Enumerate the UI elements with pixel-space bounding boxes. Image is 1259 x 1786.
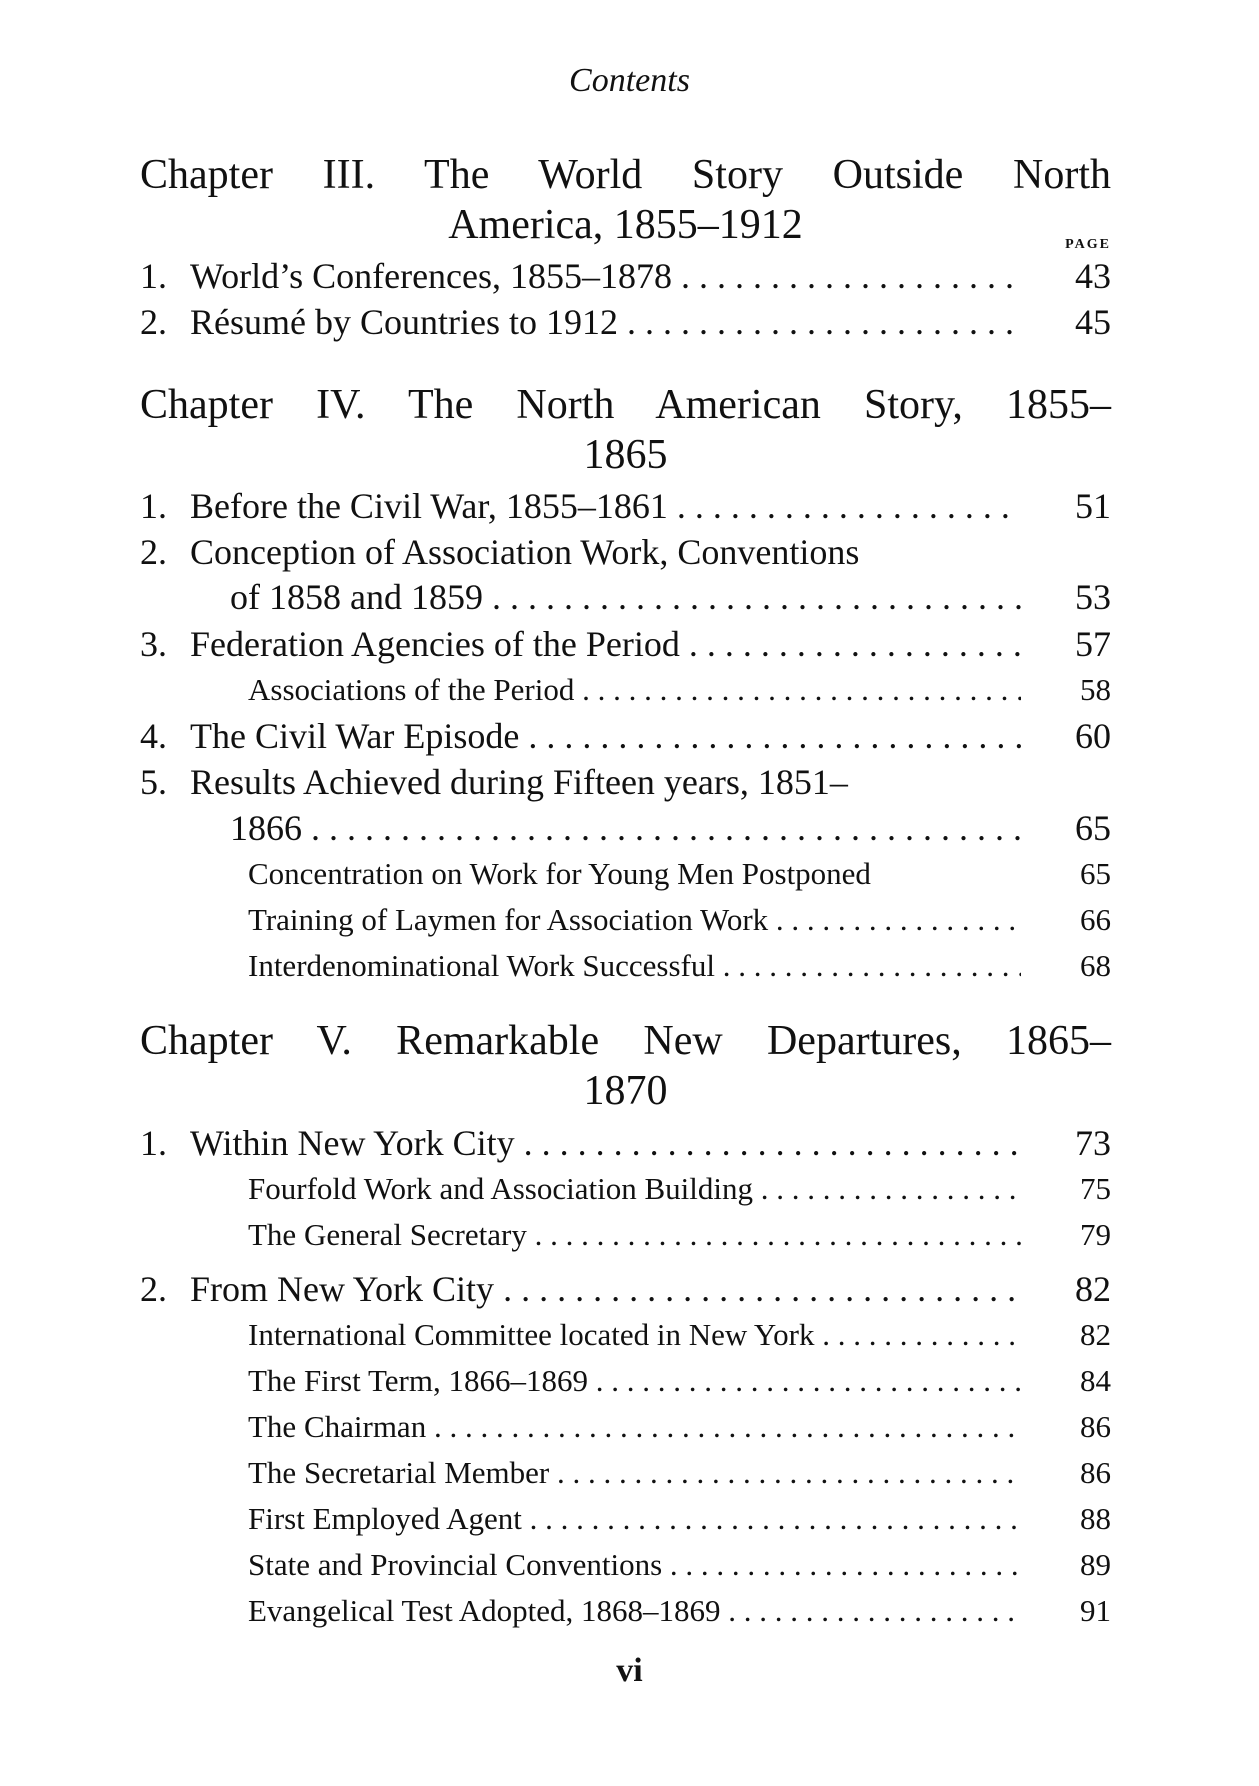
toc-subentry[interactable] — [140, 1167, 1111, 1211]
toc-entry[interactable] — [140, 254, 1111, 298]
entry-number: 1. — [140, 486, 167, 526]
chapter-heading-line1: Chapter IV. The North American Story, 1855– — [140, 382, 1111, 428]
entry-title: Within New York City . . . — [190, 1121, 1021, 1165]
subentry-title: Evangelical Test Adopted, 1868–1869 . . . — [248, 1589, 1021, 1633]
subentry-title: The General Secretary . . . — [248, 1213, 1021, 1257]
chapter-heading — [140, 380, 1111, 480]
entry-page: 60 — [1075, 716, 1111, 756]
entry-page: 84 — [1080, 1363, 1111, 1398]
entry-page: 65 — [1075, 808, 1111, 848]
toc-entry[interactable] — [140, 484, 1111, 528]
entry-page: 88 — [1080, 1501, 1111, 1536]
toc-subentry[interactable] — [140, 852, 1111, 896]
entry-title: From New York City . . . — [190, 1267, 1021, 1311]
entry-page: 82 — [1075, 1269, 1111, 1309]
subentry-title: The Chairman . . . — [248, 1405, 1021, 1449]
toc-entry[interactable] — [140, 300, 1111, 344]
entry-title: Résumé by Countries to 1912 . . . — [190, 300, 1021, 344]
entry-page: 58 — [1080, 672, 1111, 707]
running-head: Contents — [569, 62, 690, 99]
toc-subentry[interactable] — [140, 1589, 1111, 1633]
entry-number: 1. — [140, 1123, 167, 1163]
entry-number: 5. — [140, 762, 167, 802]
subentry-title: Interdenominational Work Successful . . . — [248, 944, 1021, 988]
entry-number: 2. — [140, 532, 167, 572]
toc-entry[interactable] — [140, 1267, 1111, 1311]
entry-number: 1. — [140, 256, 167, 296]
chapter-heading-line2: 1865 — [583, 432, 668, 478]
entry-number: 2. — [140, 1269, 167, 1309]
toc-subentry[interactable] — [140, 1543, 1111, 1587]
toc-entry[interactable] — [140, 530, 1111, 574]
subentry-title: Fourfold Work and Association Building . . . — [248, 1167, 1021, 1211]
entry-title: Results Achieved during Fifteen years, 1851– — [190, 762, 848, 802]
entry-number: 3. — [140, 624, 167, 664]
entry-title: Federation Agencies of the Period . . . — [190, 622, 1021, 666]
chapter-heading-line2: America, 1855–1912 — [448, 202, 803, 248]
entry-page: 51 — [1075, 486, 1111, 526]
toc-subentry[interactable] — [140, 1405, 1111, 1449]
entry-title: The Civil War Episode . . . — [190, 714, 1021, 758]
subentry-title: Associations of the Period . . . — [248, 668, 1021, 712]
toc-subentry[interactable] — [140, 944, 1111, 988]
entry-page: 89 — [1080, 1547, 1111, 1582]
chapter-heading-line2: 1870 — [583, 1068, 668, 1114]
entry-page: 79 — [1080, 1217, 1111, 1252]
chapter-heading-line1: Chapter V. Remarkable New Departures, 1865– — [140, 1018, 1111, 1064]
entry-page: 66 — [1080, 902, 1111, 937]
entry-page: 53 — [1075, 577, 1111, 617]
entry-title: Before the Civil War, 1855–1861 . . . — [190, 484, 1021, 528]
page-number: vi — [616, 1652, 643, 1689]
entry-page: 75 — [1080, 1171, 1111, 1206]
chapter-heading-line1: Chapter III. The World Story Outside North — [140, 152, 1111, 198]
entry-page: 82 — [1080, 1317, 1111, 1352]
subentry-title: Concentration on Work for Young Men Postponed — [248, 856, 871, 891]
subentry-title: First Employed Agent . . . — [248, 1497, 1021, 1541]
toc-entry-continuation[interactable] — [230, 806, 1111, 850]
page-column-label: PAGE — [1065, 237, 1111, 252]
entry-page: 57 — [1075, 624, 1111, 664]
toc-subentry[interactable] — [140, 1313, 1111, 1357]
toc-entry-continuation[interactable] — [230, 575, 1111, 619]
toc-subentry[interactable] — [140, 1497, 1111, 1541]
entry-page: 65 — [1080, 856, 1111, 891]
entry-page: 91 — [1080, 1593, 1111, 1628]
toc-entry[interactable] — [140, 1121, 1111, 1165]
subentry-title: Training of Laymen for Association Work . . . — [248, 898, 1021, 942]
subentry-title: State and Provincial Conventions . . . — [248, 1543, 1021, 1587]
toc-subentry[interactable] — [140, 1359, 1111, 1403]
entry-title: World’s Conferences, 1855–1878 . . . — [190, 254, 1021, 298]
toc-subentry[interactable] — [140, 1213, 1111, 1257]
entry-page: 68 — [1080, 948, 1111, 983]
toc-subentry[interactable] — [140, 1451, 1111, 1495]
toc-subentry[interactable] — [140, 898, 1111, 942]
entry-title: Conception of Association Work, Conventions — [190, 532, 860, 572]
entry-page: 86 — [1080, 1409, 1111, 1444]
entry-title-continuation: 1866 . . . — [230, 806, 1021, 850]
toc-entry[interactable] — [140, 714, 1111, 758]
toc-entry[interactable] — [140, 760, 1111, 804]
entry-title-continuation: of 1858 and 1859 . . . — [230, 575, 1021, 619]
toc-entry[interactable] — [140, 622, 1111, 666]
subentry-title: The First Term, 1866–1869 . . . — [248, 1359, 1021, 1403]
toc-subentry[interactable] — [140, 668, 1111, 712]
entry-page: 43 — [1075, 256, 1111, 296]
chapter-heading — [140, 1016, 1111, 1116]
entry-page: 73 — [1075, 1123, 1111, 1163]
entry-page: 86 — [1080, 1455, 1111, 1490]
chapter-heading — [140, 150, 1111, 250]
subentry-title: The Secretarial Member . . . — [248, 1451, 1021, 1495]
entry-number: 2. — [140, 302, 167, 342]
subentry-title: International Committee located in New York . . . — [248, 1313, 1021, 1357]
entry-number: 4. — [140, 716, 167, 756]
entry-page: 45 — [1075, 302, 1111, 342]
